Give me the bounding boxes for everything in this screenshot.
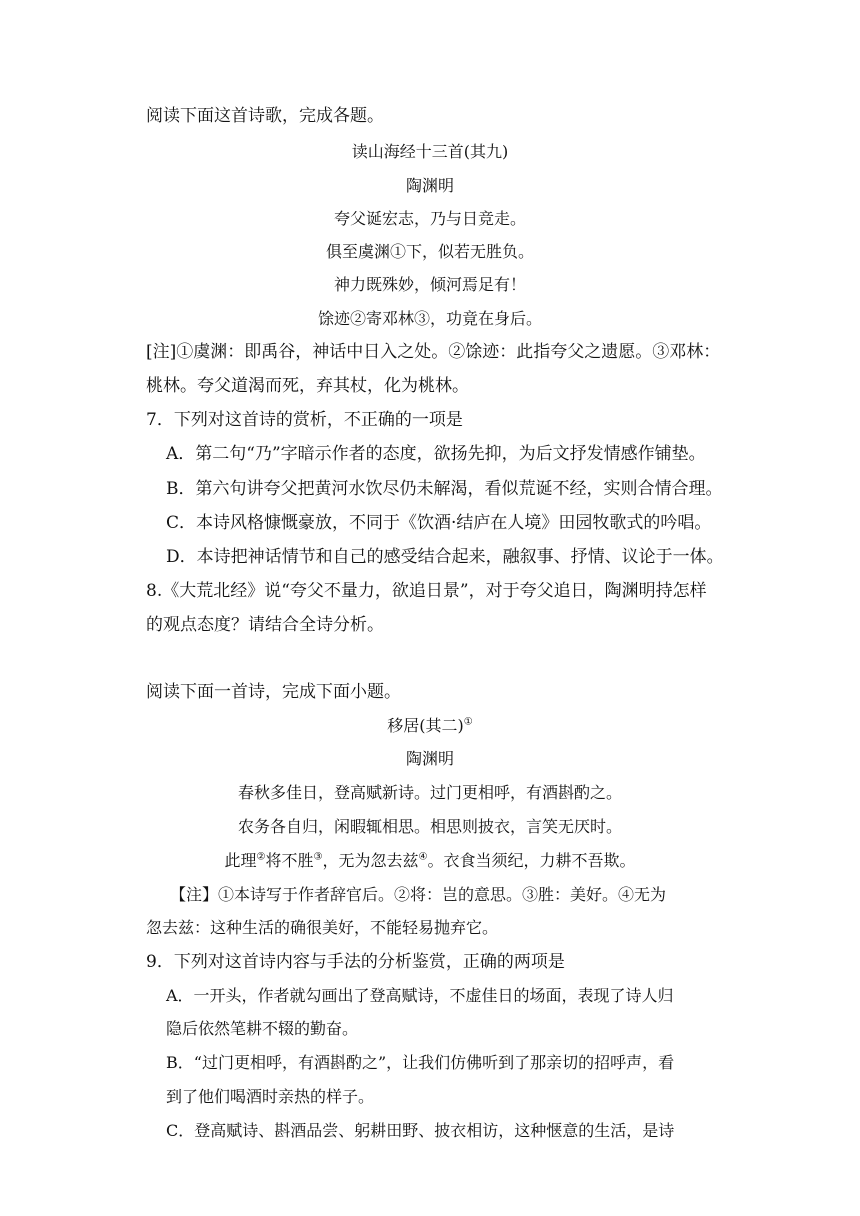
intro-text-1: 阅读下面这首诗歌，完成各题。 (146, 106, 384, 126)
intro-text-2: 阅读下面一首诗，完成下面小题。 (146, 682, 401, 702)
question-7-option-b: B．第六句讲夸父把黄河水饮尽仍未解渴，看似荒诞不经，实则合情合理。 (166, 479, 723, 499)
poem-line: 农务各自归，闲暇辄相思。相思则披衣，言笑无厌时。 (237, 817, 622, 836)
poem-line-segment: 将不胜 (265, 851, 314, 870)
poem-line-segment: 。衣食当须纪，力耕不吾欺。 (427, 851, 636, 870)
question-8-line: 8.《大荒北经》说“夸父不量力，欲追日景”，对于夸父追日，陶渊明持怎样 (146, 581, 707, 601)
annotation-line: 【注】①本诗写于作者辞官后。②将：岂的意思。③胜：美好。④无为 (170, 885, 667, 904)
question-8-line: 的观点态度？请结合全诗分析。 (146, 615, 384, 635)
question-9-stem: 9．下列对这首诗内容与手法的分析鉴赏，正确的两项是 (146, 952, 565, 972)
poem-line: 夸父诞宏志，乃与日竞走。 (333, 209, 526, 228)
footnote-marker: ③ (313, 851, 323, 863)
footnote-marker: ① (463, 716, 473, 728)
question-7-option-a: A．第二句“乃”字暗示作者的态度，欲扬先抑，为后文抒发情感作铺垫。 (166, 444, 706, 464)
poem-author-1: 陶渊明 (405, 176, 454, 195)
question-7-option-d: D．本诗把神话情节和自己的感受结合起来，融叙事、抒情、议论于一体。 (166, 547, 724, 567)
poem-line-segment: 此理 (224, 851, 257, 870)
question-9-option-a: A．一开头，作者就勾画出了登高赋诗，不虚佳日的场面，表现了诗人归 (166, 986, 674, 1005)
annotation-line: [注]①虞渊：即禹谷，神话中日入之处。②馀迹：此指夸父之遗愿。③邓林： (146, 342, 721, 362)
poem-title-text: 移居(其二) (387, 716, 464, 735)
annotation-line: 忽去兹：这种生活的确很美好，不能轻易抛弃它。 (146, 918, 499, 937)
question-9-option-c: C．登高赋诗、斟酒品尝、躬耕田野、披衣相访，这种惬意的生活，是诗 (166, 1121, 675, 1140)
poem-line: 馀迹②寄邓林③，功竟在身后。 (317, 309, 542, 328)
question-7-option-c: C．本诗风格慷慨豪放，不同于《饮酒·结庐在人境》田园牧歌式的吟唱。 (166, 513, 712, 533)
footnote-marker: ④ (418, 851, 428, 863)
poem-line: 神力既殊妙，倾河焉足有！ (333, 275, 526, 294)
poem-title-2 (0, 714, 860, 738)
question-9-option-b: B．“过门更相呼，有酒斟酌之”，让我们仿佛听到了那亲切的招呼声，看 (166, 1053, 675, 1072)
poem-line (0, 849, 860, 873)
footnote-marker: ② (256, 851, 266, 863)
question-7-stem: 7．下列对这首诗的赏析，不正确的一项是 (146, 410, 463, 430)
question-9-option-b-cont: 到了他们喝酒时亲热的样子。 (166, 1087, 375, 1106)
annotation-line: 桃林。夸父道渴而死，弃其杖，化为桃林。 (146, 376, 469, 396)
poem-line: 俱至虞渊①下，似若无胜负。 (325, 242, 534, 261)
poem-line-segment: ，无为忽去兹 (322, 851, 419, 870)
poem-title-1: 读山海经十三首(其九) (351, 142, 509, 161)
question-9-option-a-cont: 隐后依然笔耕不辍的勤奋。 (166, 1019, 359, 1038)
poem-line: 春秋多佳日，登高赋新诗。过门更相呼，有酒斟酌之。 (237, 783, 622, 802)
poem-author-2: 陶渊明 (405, 749, 454, 768)
